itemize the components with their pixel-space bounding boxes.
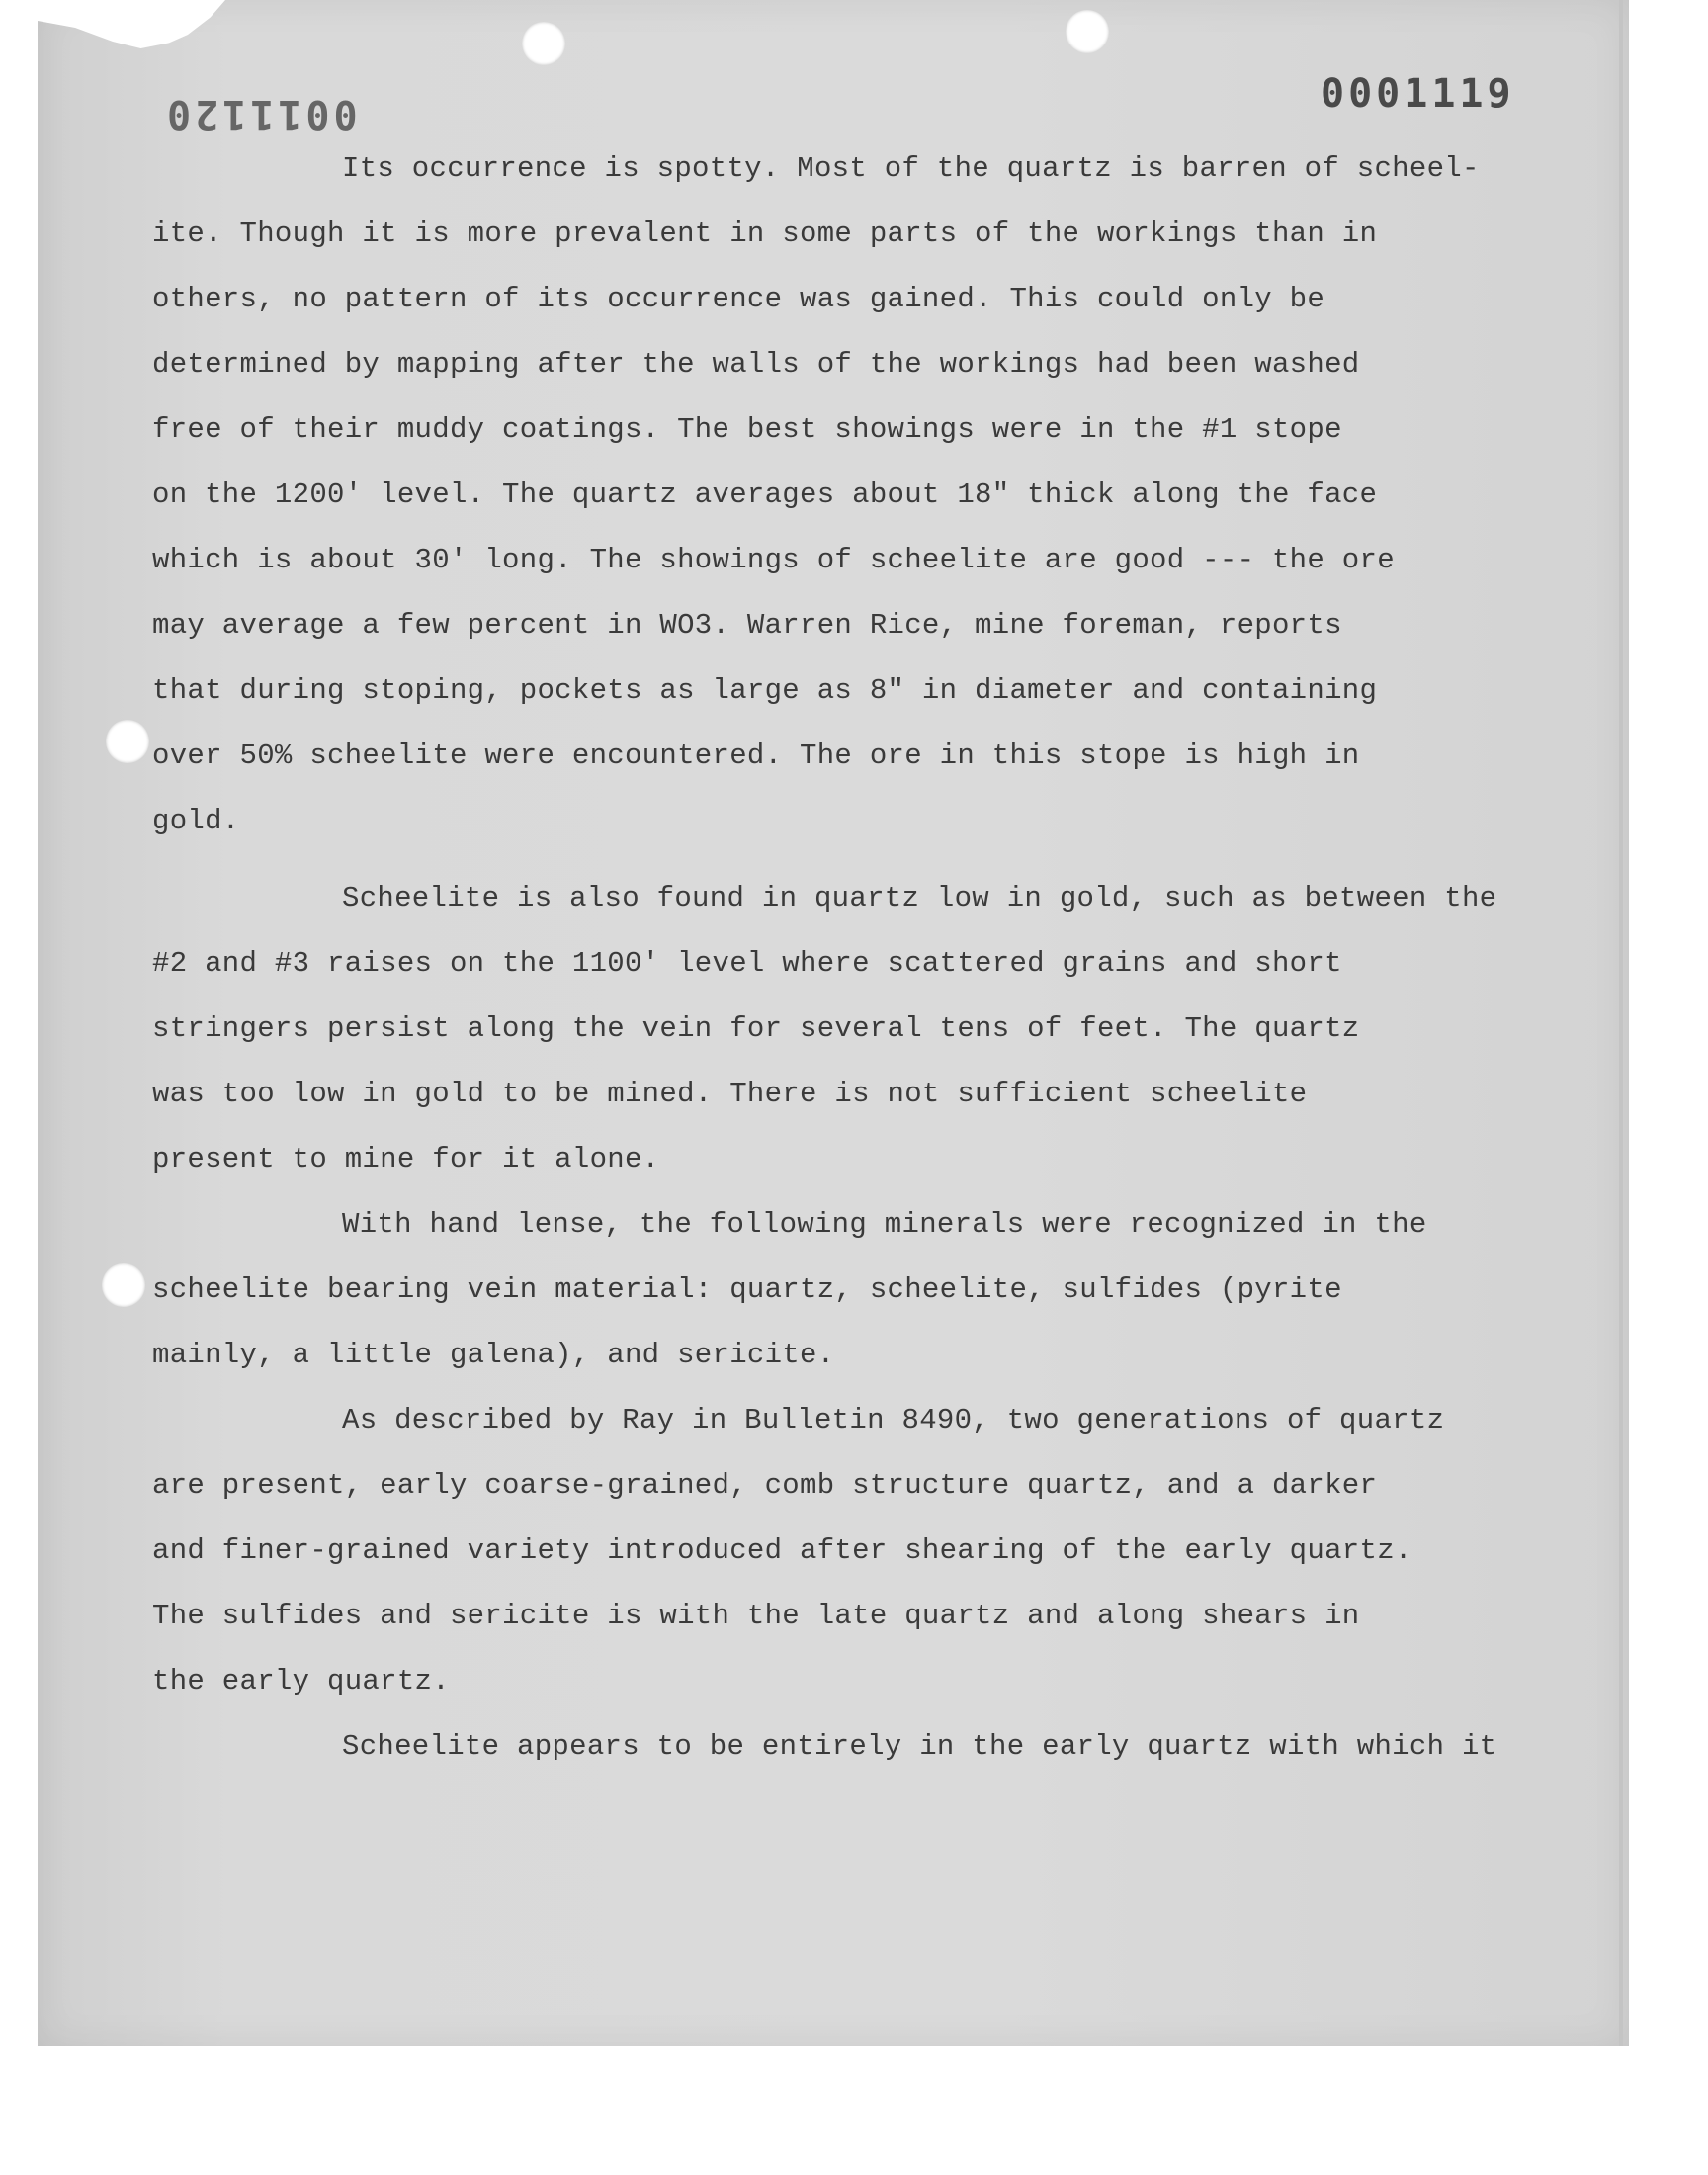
paragraph-4 bbox=[152, 1388, 1473, 1714]
text-line: stringers persist along the vein for several tens of feet. The quartz bbox=[152, 1012, 1360, 1045]
text-line: may average a few percent in WO3. Warren Rice, mine foreman, reports bbox=[152, 609, 1342, 642]
paper-edge bbox=[1619, 0, 1623, 2046]
text-line: Its occurrence is spotty. Most of the quartz is barren of scheel- bbox=[342, 152, 1480, 185]
text-line: As described by Ray in Bulletin 8490, two generations of quartz bbox=[342, 1404, 1445, 1436]
text-line: free of their muddy coatings. The best showings were in the #1 stope bbox=[152, 413, 1342, 446]
text-line: that during stoping, pockets as large as 8" in diameter and containing bbox=[152, 674, 1378, 707]
text-line: determined by mapping after the walls of the workings had been washed bbox=[152, 348, 1360, 381]
text-line: Scheelite appears to be entirely in the early quartz with which it bbox=[342, 1730, 1497, 1763]
text-line: The sulfides and sericite is with the late quartz and along shears in bbox=[152, 1600, 1360, 1632]
paragraph-3 bbox=[152, 1192, 1473, 1388]
text-line: on the 1200' level. The quartz averages about 18" thick along the face bbox=[152, 478, 1378, 511]
text-line: are present, early coarse-grained, comb structure quartz, and a darker bbox=[152, 1469, 1378, 1502]
punch-hole-lower bbox=[102, 1263, 145, 1307]
page-number-stamp: 0001119 bbox=[1321, 71, 1515, 117]
punch-hole-middle bbox=[106, 720, 149, 763]
text-line: was too low in gold to be mined. There is not sufficient scheelite bbox=[152, 1078, 1308, 1110]
text-line: the early quartz. bbox=[152, 1665, 450, 1697]
text-line: gold. bbox=[152, 805, 240, 837]
text-line: others, no pattern of its occurrence was gained. This could only be bbox=[152, 283, 1325, 315]
paragraph-2 bbox=[152, 866, 1497, 1192]
page-number-stamp-inverted: 0011120 bbox=[163, 91, 358, 136]
typed-text-body bbox=[152, 136, 1497, 1780]
paragraph-1 bbox=[152, 136, 1480, 854]
text-line: mainly, a little galena), and sericite. bbox=[152, 1339, 835, 1371]
text-line: Scheelite is also found in quartz low in gold, such as between the bbox=[342, 882, 1497, 914]
punch-hole-top-right bbox=[1066, 10, 1109, 53]
text-line: which is about 30' long. The showings of scheelite are good --- the ore bbox=[152, 544, 1395, 576]
text-line: #2 and #3 raises on the 1100' level where scattered grains and short bbox=[152, 947, 1342, 980]
text-line: scheelite bearing vein material: quartz, scheelite, sulfides (pyrite bbox=[152, 1273, 1342, 1306]
text-line: over 50% scheelite were encountered. The ore in this stope is high in bbox=[152, 740, 1360, 772]
text-line: present to mine for it alone. bbox=[152, 1143, 660, 1175]
paragraph-5 bbox=[247, 1714, 1497, 1780]
punch-hole-top-left bbox=[522, 22, 565, 65]
text-line: ite. Though it is more prevalent in some parts of the workings than in bbox=[152, 218, 1378, 250]
text-line: With hand lense, the following minerals were recognized in the bbox=[342, 1208, 1427, 1241]
text-line: and finer-grained variety introduced after shearing of the early quartz. bbox=[152, 1534, 1412, 1567]
